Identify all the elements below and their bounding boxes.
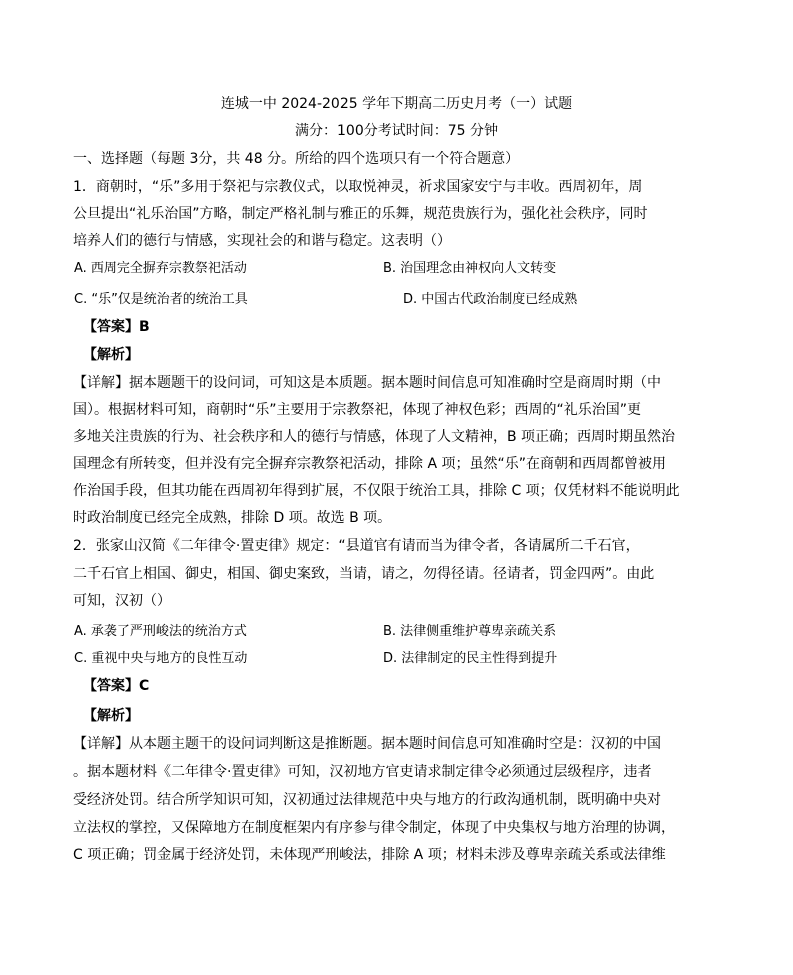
- q1-stem-line: 1．商朝时，“乐”多用于祭祀与宗教仪式，以取悦神灵，祈求国家安宁与丰收。西周初年，周: [73, 179, 643, 195]
- q1-analysis-label: 【解析】: [83, 347, 139, 363]
- q2-option-d: D. 法律制定的民主性得到提升: [383, 651, 558, 666]
- q1-option-c: C. “乐”仅是统治者的统治工具: [74, 292, 248, 307]
- exam-info: 满分：100分考试时间：75 分钟: [295, 123, 498, 139]
- q1-detail-line: 时政治制度已经完全成熟，排除 D 项。故选 B 项。: [73, 510, 392, 526]
- q1-detail-line: 多地关注贵族的行为、社会秩序和人的德行与情感，体现了人文精神，B 项正确；西周时期虽然治: [73, 429, 676, 445]
- q2-detail-line: 立法权的掌控，又保障地方在制度框架内有序参与律令制定，体现了中央集权与地方治理的协调，: [73, 820, 675, 836]
- q2-analysis-label: 【解析】: [83, 708, 139, 724]
- q2-detail-line: 受经济处罚。结合所学知识可知，汉初通过法律规范中央与地方的行政沟通机制，既明确中央对: [73, 792, 661, 808]
- q1-detail-line: 作治国手段，但其功能在西周初年得到扩展，不仅限于统治工具，排除 C 项；仅凭材料不能说明此: [73, 483, 680, 499]
- q1-detail-line: 【详解】据本题题干的设问词，可知这是本质题。据本题时间信息可知准确时空是商周时期（中: [73, 375, 661, 391]
- q1-option-a: A. 西周完全摒弃宗教祭祀活动: [74, 261, 247, 276]
- q2-option-a: A. 承袭了严刑峻法的统治方式: [74, 624, 247, 639]
- q2-option-c: C. 重视中央与地方的良性互动: [74, 651, 248, 666]
- q1-detail-line: 国）。根据材料可知，商朝时“乐”主要用于宗教祭祀，体现了神权色彩；西周的“礼乐治国”更: [73, 402, 642, 418]
- q2-detail-line: 。据本题材料《二年律令·置吏律》可知，汉初地方官吏请求制定律令必须通过层级程序，违者: [73, 764, 652, 780]
- q1-stem-line: 培养人们的德行与情感，实现社会的和谐与稳定。这表明（）: [73, 233, 451, 249]
- q2-stem-line: 二千石官上相国、御史，相国、御史案致，当请，请之，勿得径请。径请者，罚金四两”。由此: [73, 566, 655, 582]
- q2-detail-line: C 项正确；罚金属于经济处罚，未体现严刑峻法，排除 A 项；材料未涉及尊卑亲疏关系或法律维: [73, 847, 666, 863]
- q1-option-d: D. 中国古代政治制度已经成熟: [403, 292, 578, 307]
- section-heading: 一、选择题（每题 3分，共 48 分。所给的四个选项只有一个符合题意）: [73, 151, 520, 167]
- q2-answer: 【答案】C: [83, 678, 150, 694]
- q2-detail-line: 【详解】从本题主题干的设问词判断这是推断题。据本题时间信息可知准确时空是：汉初的中国: [73, 736, 661, 752]
- page-title: 连城一中 2024-2025 学年下期高二历史月考（一）试题: [220, 96, 573, 112]
- q2-stem-line: 可知，汉初（）: [73, 593, 171, 609]
- q1-stem-line: 公旦提出“礼乐治国”方略，制定严格礼制与雅正的乐舞，规范贵族行为，强化社会秩序，同时: [73, 206, 648, 222]
- q1-answer: 【答案】B: [83, 319, 150, 335]
- q1-detail-line: 国理念有所转变，但并没有完全摒弃宗教祭祀活动，排除 A 项；虽然“乐”在商朝和西周都曾被用: [73, 456, 666, 472]
- q2-option-b: B. 法律侧重维护尊卑亲疏关系: [383, 624, 557, 639]
- q2-stem-line: 2．张家山汉简《二年律令·置吏律》规定：“县道官有请而当为律令者，各请属所二千石官，: [73, 538, 640, 554]
- q1-option-b: B. 治国理念由神权向人文转变: [383, 261, 557, 276]
